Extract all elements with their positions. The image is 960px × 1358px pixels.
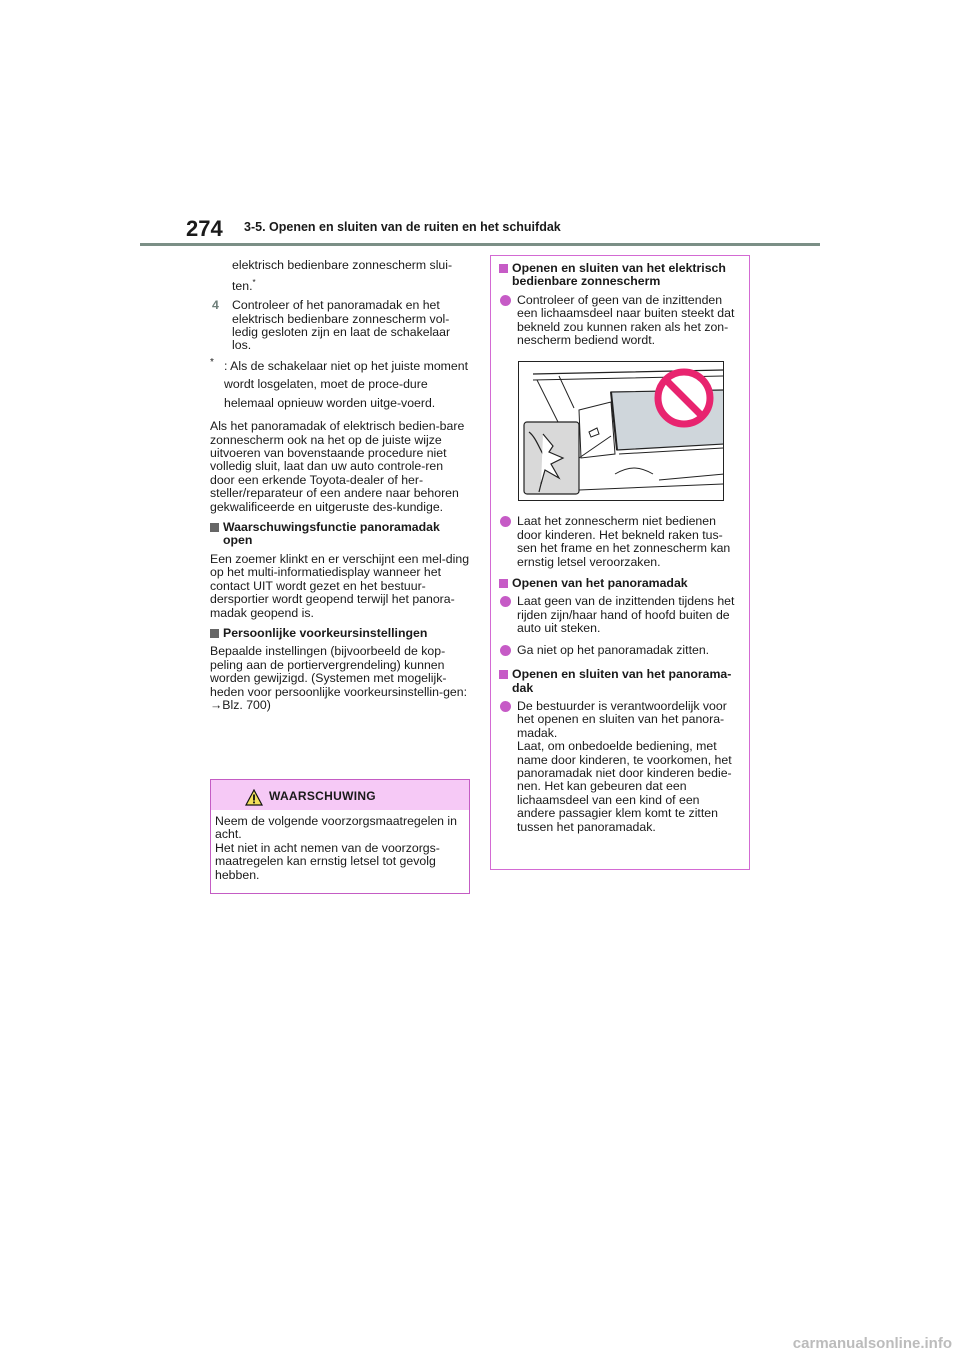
warning-box [210,779,470,894]
chapter-title: 3-5. Openen en sluiten van de ruiten en het schuifdak [244,220,561,234]
footnote [210,357,470,413]
dot-bullet-icon [500,645,511,656]
dot-bullet-icon [500,701,511,712]
footnote-text: : Als de schakelaar niet op het juiste moment wordt losgelaten, moet de proce-dure helemaal opnieuw worden uitge-voerd. [224,358,469,410]
warning-title: WAARSCHUWING [269,789,376,803]
warning-line-1: Neem de volgende voorzorgsmaatregelen in acht. [215,814,457,842]
square-bullet-icon [499,670,508,679]
heading-text: Openen van het panoramadak [512,576,688,591]
square-bullet-icon [210,629,219,638]
square-bullet-icon [210,523,219,532]
bullet-check-occupants [499,294,741,348]
heading-text: Persoonlijke voorkeursinstellingen [223,625,428,640]
square-bullet-icon [499,264,508,273]
bullet-driver-responsible [499,700,741,834]
step-number: 4 [212,298,219,313]
heading-open-roof [499,577,741,590]
watermark: carmanualsonline.info [792,1335,952,1352]
bullet-text: Ga niet op het panoramadak zitten. [517,642,710,657]
footnote-reference: * [252,278,256,287]
bullet-text-continued: Laat, om onbedoelde bediening, met name door kinderen, te voorkomen, het panoramadak niet door kinderen bedie-nen. Het kan gebeuren dat een lichaamsdeel van een kind of een andere passagier klem komt te zitten tussen het panoramadak. [517,739,732,834]
prohibition-icon [656,370,712,426]
continuation-text [210,256,470,295]
square-bullet-icon [499,579,508,588]
bullet-no-hands-out [499,595,741,635]
reference-arrow: → [210,697,223,712]
dot-bullet-icon [500,516,511,527]
page-reference-link[interactable]: Blz. 700) [222,697,271,712]
step-text: Controleer of het panoramadak en het elektrisch bedienbare zonnescherm vol-ledig gesloten zijn en laat de schakelaar los. [232,298,451,353]
warning-header [211,780,469,810]
bullet-text: Controleer of geen van de inzittenden een lichaamsdeel naar buiten steekt dat bekneld zou kunnen raken als het zon-nescherm bediend wordt. [517,292,735,348]
paragraph-incomplete-close: Als het panoramadak of elektrisch bedien-bare zonnescherm ook na het op de juiste wijze uitvoeren van bovenstaande procedure niet volledig sluit, laat dan uw auto controle-ren door een erkende Toyota-dealer of her-steller/reparateur of een andere naar behoren gekwalificeerde en uitgeruste des-kundige. [210,419,465,514]
step-4 [210,299,470,353]
heading-text: Waarschuwingsfunctie panoramadak open [223,520,440,548]
warning-body [211,810,469,882]
left-column [210,256,470,719]
footnote-mark: * [210,356,214,368]
paragraph-settings [210,645,470,712]
bullet-text: De bestuurder is verantwoordelijk voor het openen en sluiten van het panora-madak. [517,698,727,740]
heading-open-close-roof [499,668,741,695]
continuation-text-body: elektrisch bedienbare zonnescherm slui-ten. [232,258,453,294]
paragraph-buzzer: Een zoemer klinkt en er verschijnt een mel-ding op het multi-informatiedisplay wanneer het contact UIT wordt gezet en het bestuur-dersportier wordt geopend terwijl het panora-madak geopend is. [210,551,470,620]
heading-text: Openen en sluiten van het elektrisch bedienbare zonnescherm [512,261,726,289]
dot-bullet-icon [500,295,511,306]
dot-bullet-icon [500,596,511,607]
heading-personal-settings [210,627,470,640]
bullet-no-sitting [499,644,741,657]
bullet-text: Laat het zonnescherm niet bedienen door kinderen. Het bekneld raken tus-sen het frame en het zonnescherm kan ernstig letsel veroorzaken. [517,514,731,569]
warning-triangle-icon [245,789,263,806]
header-divider [140,243,820,246]
right-column-warning-panel [490,255,750,870]
heading-sunshade [499,262,741,289]
page-number: 274 [186,216,223,241]
warning-line-2: Het niet in acht nemen van de voorzorgs-maatregelen kan ernstig letsel tot gevolg hebben. [215,840,440,882]
heading-warning-function [210,521,470,548]
bullet-text: Laat geen van de inzittenden tijdens het rijden zijn/haar hand of hoofd buiten de auto uit steken. [517,594,735,636]
bullet-children-sunshade [499,515,741,569]
heading-text: Openen en sluiten van het panorama-dak [512,667,732,695]
settings-text: Bepaalde instellingen (bijvoorbeeld de kop-peling aan de portiervergrendeling) kunnen worden gewijzigd. (Systemen met mogelijk-heden voor persoonlijke voorkeursinstellin-gen: [210,644,468,699]
sunshade-illustration [518,361,724,501]
